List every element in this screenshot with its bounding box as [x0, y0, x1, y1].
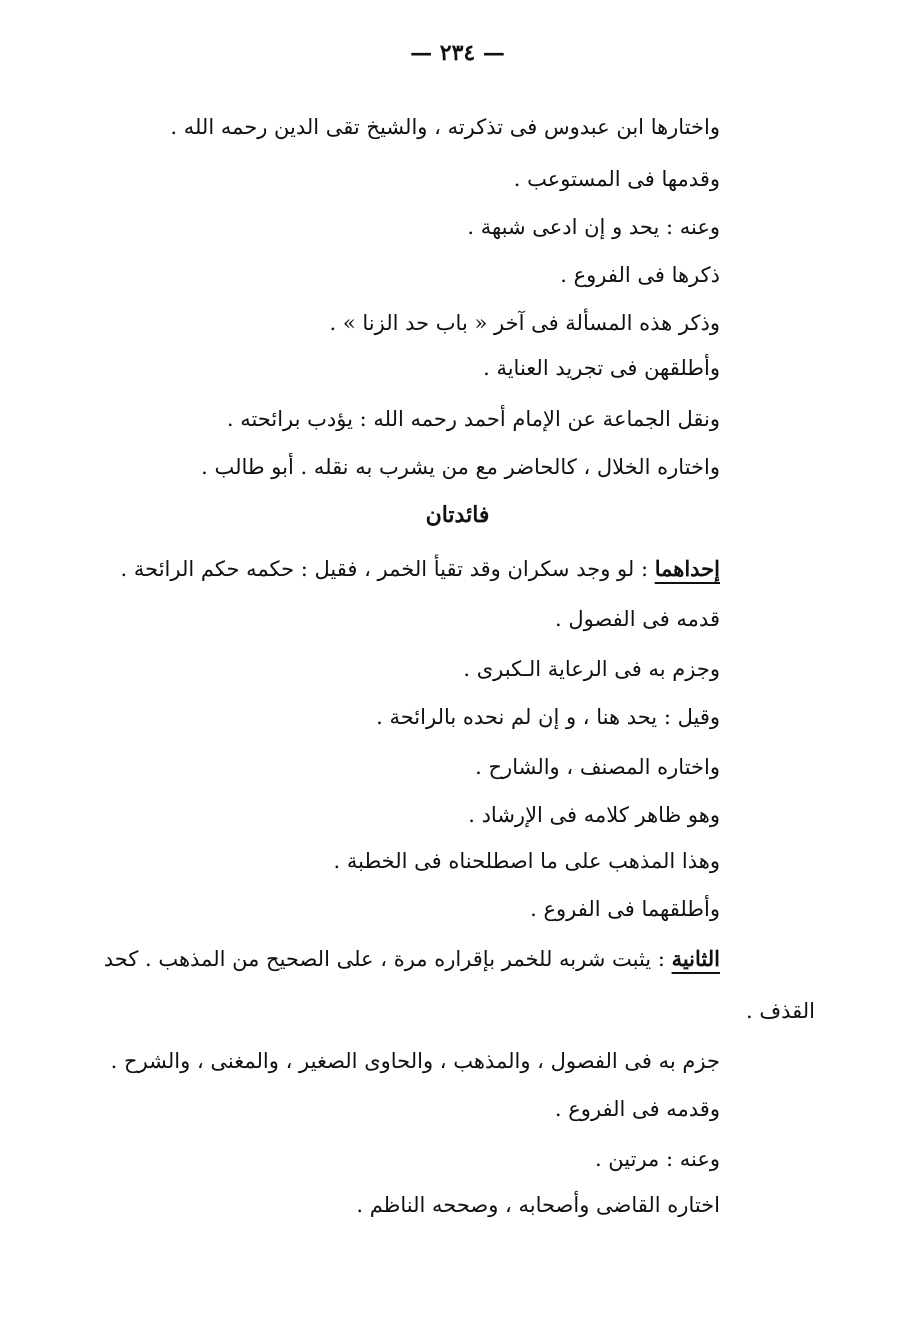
text-line: وعنه : مرتين . — [594, 1147, 720, 1171]
text-line: وقدمه فى الفروع . — [554, 1097, 720, 1121]
text-line: وقدمها فى المستوعب . — [513, 167, 720, 191]
first-point-text: : لو وجد سكران وقد تقيأ الخمر ، فقيل : حكمه حكم الرائحة . — [120, 557, 655, 581]
second-point-lead: الثانية — [671, 946, 720, 971]
text-line: واختارها ابن عبدوس فى تذكرته ، والشيخ تقى الدين رحمه الله . — [170, 115, 720, 139]
second-point-continuation: القذف . — [746, 999, 815, 1023]
text-line: ذكرها فى الفروع . — [560, 263, 720, 287]
first-point — [100, 554, 720, 584]
text-line: واختاره المصنف ، والشارح . — [475, 755, 720, 779]
second-point-text: : يثبت شربه للخمر بإقراره مرة ، على الصحيح من المذهب . كحد — [103, 947, 672, 971]
section-heading: فائدتان — [425, 502, 490, 528]
text-line: وقيل : يحد هنا ، و إن لم نحده بالرائحة . — [376, 705, 720, 729]
first-point-lead: إحداهما — [654, 556, 720, 581]
text-line: وجزم به فى الرعاية الـكبرى . — [463, 657, 720, 681]
text-line: واختاره الخلال ، كالحاضر مع من يشرب به نقله . أبو طالب . — [201, 455, 720, 479]
text-line: ونقل الجماعة عن الإمام أحمد رحمه الله : يؤدب برائحته . — [226, 407, 720, 431]
text-line: وأطلقهن فى تجريد العناية . — [483, 356, 720, 380]
text-line: وهذا المذهب على ما اصطلحناه فى الخطبة . — [333, 849, 720, 873]
text-line: جزم به فى الفصول ، والمذهب ، والحاوى الصغير ، والمغنى ، والشرح . — [110, 1049, 720, 1073]
text-line: وأطلقهما فى الفروع . — [530, 897, 720, 921]
second-point — [100, 944, 720, 974]
text-line: اختاره القاضى وأصحابه ، وصححه الناظم . — [356, 1193, 720, 1217]
page-number: — ٢٣٤ — — [410, 40, 505, 66]
text-line: قدمه فى الفصول . — [555, 607, 720, 631]
text-line: وذكر هذه المسألة فى آخر « باب حد الزنا » . — [329, 311, 720, 335]
text-line: وهو ظاهر كلامه فى الإرشاد . — [468, 803, 720, 827]
text-line: وعنه : يحد و إن ادعى شبهة . — [467, 215, 720, 239]
